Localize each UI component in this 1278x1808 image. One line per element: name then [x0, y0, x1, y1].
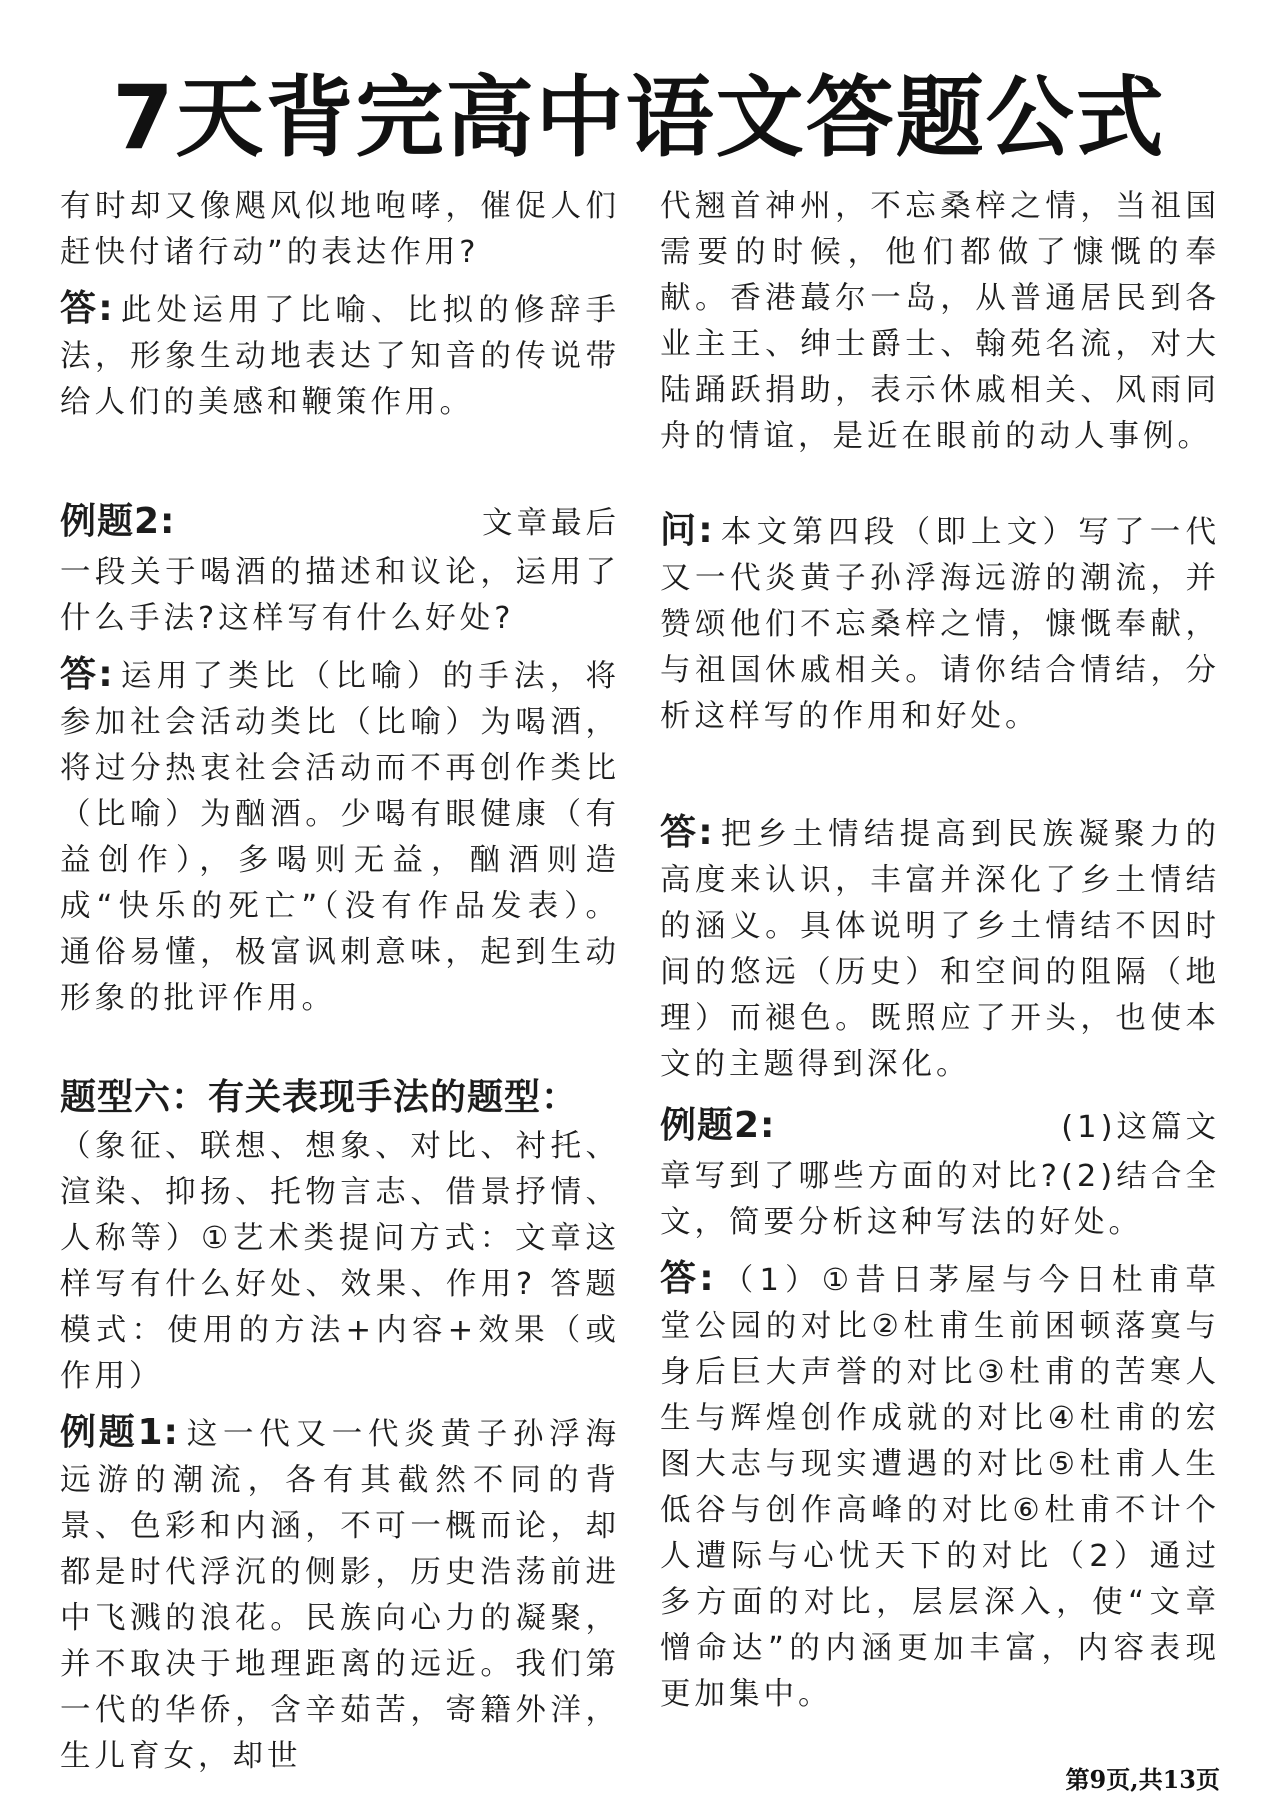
answer-paragraph: [660, 810, 1220, 1088]
answer-label: 答:: [660, 1258, 715, 1299]
answer-paragraph: [60, 652, 620, 1022]
example-heading-tail: 文章最后: [482, 506, 620, 541]
question-label: 问:: [660, 510, 714, 551]
example-text: 一段关于喝酒的描述和议论，运用了什么手法?这样写有什么好处?: [60, 555, 620, 636]
answer-text: （1）①昔日茅屋与今日杜甫草堂公园的对比②杜甫生前困顿落寞与身后巨大声誉的对比③杜甫的苦寒人生与辉煌创作成就的对比④杜甫的宏图大志与现实遭遇的对比⑤杜甫人生低谷与创作高峰的对比⑥杜甫不计个人遭际与心忧天下的对比（2）通过多方面的对比，层层深入，使“文章憎命达”的内涵更加丰富，内容表现更加集中。: [660, 1263, 1220, 1712]
example-heading: [60, 496, 620, 550]
right-column: [660, 184, 1220, 1718]
answer-paragraph: [60, 286, 620, 426]
left-column: [60, 184, 620, 1780]
answer-label: 答:: [60, 654, 114, 695]
question-paragraph: [660, 508, 1220, 740]
example-text: 章写到了哪些方面的对比?(2)结合全文，简要分析这种写法的好处。: [660, 1159, 1220, 1240]
example-label: 例题2:: [60, 501, 176, 542]
example-continuation: 代翘首神州，不忘桑梓之情，当祖国需要的时候，他们都做了慷慨的奉献。香港蕞尔一岛，从普通居民到各业主王、绅士爵士、翰苑名流，对大陆踊跃捐助，表示休戚相关、风雨同舟的情谊，是近在眼前的动人事例。: [660, 189, 1220, 454]
example-text: 这一代又一代炎黄子孙浮海远游的潮流，各有其截然不同的背景、色彩和内涵，不可一概而论，却都是时代浮沉的侧影，历史浩荡前进中飞溅的浪花。民族向心力的凝聚，并不取决于地理距离的远近。我们第一代的华侨，含辛茹苦，寄籍外洋，生儿育女，却世: [60, 1417, 620, 1774]
page-title: 7天背完高中语文答题公式: [112, 66, 1166, 169]
page-number: 第9页,共13页: [1065, 1765, 1220, 1794]
example-heading-tail: (1)这篇文: [1061, 1110, 1220, 1145]
example-heading: [660, 1100, 1220, 1154]
section-heading: 题型六：有关表现手法的题型：: [60, 1077, 579, 1118]
section-text: （象征、联想、想象、对比、衬托、渲染、抑扬、托物言志、借景抒情、人称等）①艺术类提问方式：文章这样写有什么好处、效果、作用? 答题模式：使用的方法+内容+效果（或作用）: [60, 1129, 620, 1394]
answer-label: 答:: [60, 288, 114, 329]
answer-text: 运用了类比（比喻）的手法，将参加社会活动类比（比喻）为喝酒，将过分热衷社会活动而不再创作类比（比喻）为酗酒。少喝有眼健康（有益创作），多喝则无益，酗酒则造成“快乐的死亡”（没有作品发表）。通俗易懂，极富讽刺意味，起到生动形象的批评作用。: [60, 659, 620, 1016]
answer-text: 把乡土情结提高到民族凝聚力的高度来认识，丰富并深化了乡土情结的涵义。具体说明了乡土情结不因时间的悠远（历史）和空间的阻隔（地理）而褪色。既照应了开头，也使本文的主题得到深化。: [660, 817, 1220, 1082]
question-text: 本文第四段（即上文）写了一代又一代炎黄子孙浮海远游的潮流，并赞颂他们不忘桑梓之情，慷慨奉献，与祖国休戚相关。请你结合情结，分析这样写的作用和好处。: [660, 515, 1220, 734]
example-label: 例题1:: [60, 1412, 179, 1453]
answer-label: 答:: [660, 812, 714, 853]
example-label: 例题2:: [660, 1105, 776, 1146]
question-text: 有时却又像飓风似地咆哮，催促人们赶快付诸行动”的表达作用?: [60, 189, 620, 270]
answer-paragraph: [660, 1256, 1220, 1718]
example-paragraph: [60, 1410, 620, 1780]
answer-text: 此处运用了比喻、比拟的修辞手法，形象生动地表达了知音的传说带给人们的美感和鞭策作用。: [60, 293, 620, 420]
